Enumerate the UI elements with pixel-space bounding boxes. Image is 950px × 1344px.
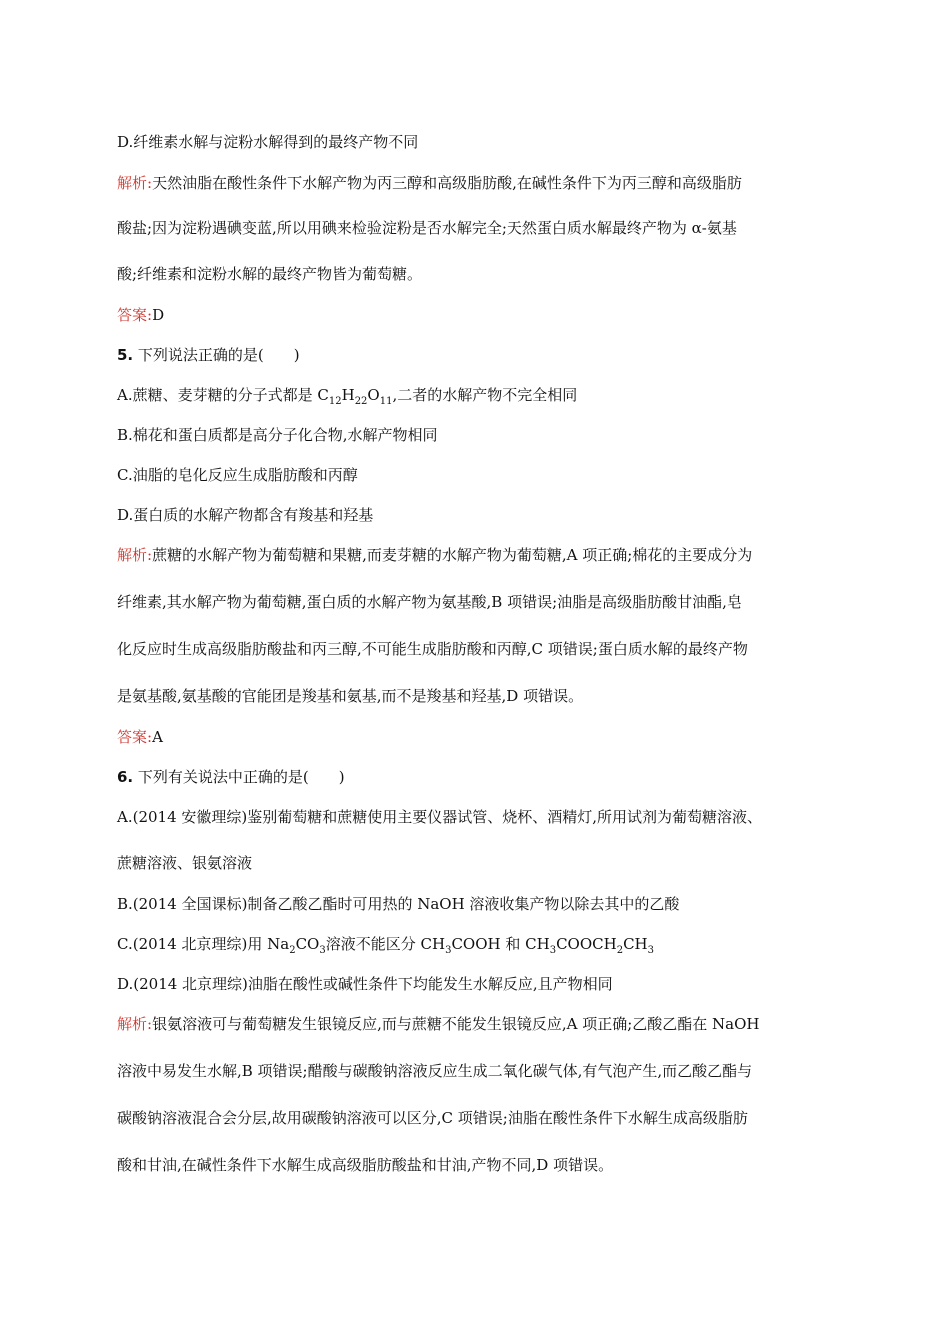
q5-option-c <box>117 465 837 485</box>
q4-analysis-text-3: 酸;纤维素和淀粉水解的最终产物皆为葡萄糖。 <box>117 265 423 283</box>
formula-part: COOH 和 CH <box>451 935 550 953</box>
formula-part: CH <box>623 935 648 953</box>
q5-option-c-text: C.油脂的皂化反应生成脂肪酸和丙醇 <box>117 466 358 484</box>
q5-analysis-text-1: 蔗糖的水解产物为葡萄糖和果糖,而麦芽糖的水解产物为葡萄糖,A 项正确;棉花的主要成分为 <box>152 546 753 564</box>
formula-part: H <box>341 386 355 404</box>
q6-analysis-line-4 <box>117 1155 837 1175</box>
q6-stem-text: 下列有关说法中正确的是( ) <box>137 768 345 786</box>
q4-option-d-text: D.纤维素水解与淀粉水解得到的最终产物不同 <box>117 133 419 151</box>
q6-analysis-text-3: 碳酸钠溶液混合会分层,故用碳酸钠溶液可以区分,C 项错误;油脂在酸性条件下水解生成高级脂肪 <box>117 1109 748 1127</box>
q5-option-a-tail: ,二者的水解产物不完全相同 <box>392 386 578 404</box>
q4-analysis-text-1: 天然油脂在酸性条件下水解产物为丙三醇和高级脂肪酸,在碱性条件下为丙三醇和高级脂肪 <box>152 174 742 192</box>
subscript: 12 <box>328 396 342 407</box>
q6-option-c-text: C.(2014 北京理综)用 Na <box>117 935 290 953</box>
subscript: 3 <box>647 945 655 956</box>
q5-stem <box>117 345 837 365</box>
q5-analysis-line-3 <box>117 639 837 659</box>
q4-analysis-label: 解析: <box>117 174 153 192</box>
formula-part: O <box>367 386 380 404</box>
q5-answer-label: 答案: <box>117 728 153 746</box>
subscript: 2 <box>616 945 624 956</box>
q6-option-a-text-1: A.(2014 安徽理综)鉴别葡萄糖和蔗糖使用主要仪器试管、烧杯、酒精灯,所用试剂为葡萄糖溶液、 <box>117 808 763 826</box>
q6-option-a-text-2: 蔗糖溶液、银氨溶液 <box>117 854 253 872</box>
q6-option-d <box>117 974 837 994</box>
q5-analysis-label: 解析: <box>117 546 153 564</box>
q4-answer-value: D <box>152 306 165 324</box>
q4-analysis-line-1 <box>117 173 837 193</box>
q6-number: 6. <box>117 768 134 786</box>
formula-part: COOCH <box>556 935 617 953</box>
q5-analysis-text-3: 化反应时生成高级脂肪酸盐和丙三醇,不可能生成脂肪酸和丙醇,C 项错误;蛋白质水解的最终产物 <box>117 640 748 658</box>
q6-option-c <box>117 934 837 954</box>
q6-analysis-line-2 <box>117 1061 837 1081</box>
q5-option-d <box>117 505 837 525</box>
q5-analysis-line-4 <box>117 686 837 706</box>
q5-analysis-line-2 <box>117 592 837 612</box>
q6-stem <box>117 767 837 787</box>
q6-option-b <box>117 894 837 914</box>
q4-answer-label: 答案: <box>117 306 153 324</box>
subscript: 3 <box>549 945 557 956</box>
q4-option-d <box>117 132 837 152</box>
q5-stem-text: 下列说法正确的是( ) <box>137 346 300 364</box>
q5-option-b-text: B.棉花和蛋白质都是高分子化合物,水解产物相同 <box>117 426 438 444</box>
subscript: 22 <box>354 396 368 407</box>
q5-analysis-text-2: 纤维素,其水解产物为葡萄糖,蛋白质的水解产物为氨基酸,B 项错误;油脂是高级脂肪酸甘油酯,皂 <box>117 593 742 611</box>
q4-analysis-text-2: 酸盐;因为淀粉遇碘变蓝,所以用碘来检验淀粉是否水解完全;天然蛋白质水解最终产物为 α-氨基 <box>117 219 737 237</box>
q5-analysis-text-4: 是氨基酸,氨基酸的官能团是羧基和氨基,而不是羧基和羟基,D 项错误。 <box>117 687 584 705</box>
q5-option-d-text: D.蛋白质的水解产物都含有羧基和羟基 <box>117 506 374 524</box>
q5-answer-value: A <box>152 728 163 746</box>
q5-number: 5. <box>117 346 134 364</box>
q6-analysis-line-1 <box>117 1014 837 1034</box>
subscript: 11 <box>379 396 393 407</box>
formula-part: CO <box>295 935 320 953</box>
q6-option-b-text: B.(2014 全国课标)制备乙酸乙酯时可用热的 NaOH 溶液收集产物以除去其中的乙酸 <box>117 895 680 913</box>
q5-answer <box>117 727 837 747</box>
q5-option-a-text: A.蔗糖、麦芽糖的分子式都是 C <box>117 386 329 404</box>
q5-analysis-line-1 <box>117 545 837 565</box>
q6-option-a-line-2 <box>117 853 837 873</box>
subscript: 3 <box>319 945 326 956</box>
formula-part: 溶液不能区分 CH <box>325 935 446 953</box>
subscript: 3 <box>445 945 452 956</box>
q5-option-a <box>117 385 837 405</box>
q6-analysis-line-3 <box>117 1108 837 1128</box>
q6-option-a-line-1 <box>117 807 837 827</box>
q6-analysis-text-4: 酸和甘油,在碱性条件下水解生成高级脂肪酸盐和甘油,产物不同,D 项错误。 <box>117 1156 614 1174</box>
q6-analysis-label: 解析: <box>117 1015 153 1033</box>
q4-answer <box>117 305 837 325</box>
q4-analysis-line-2 <box>117 218 837 238</box>
q6-analysis-text-1: 银氨溶液可与葡萄糖发生银镜反应,而与蔗糖不能发生银镜反应,A 项正确;乙酸乙酯在 NaOH <box>152 1015 760 1033</box>
subscript: 2 <box>289 945 296 956</box>
q4-analysis-line-3 <box>117 264 837 284</box>
q5-option-b <box>117 425 837 445</box>
q6-analysis-text-2: 溶液中易发生水解,B 项错误;醋酸与碳酸钠溶液反应生成二氧化碳气体,有气泡产生,而乙酸乙酯与 <box>117 1062 753 1080</box>
q6-option-d-text: D.(2014 北京理综)油脂在酸性或碱性条件下均能发生水解反应,且产物相同 <box>117 975 613 993</box>
